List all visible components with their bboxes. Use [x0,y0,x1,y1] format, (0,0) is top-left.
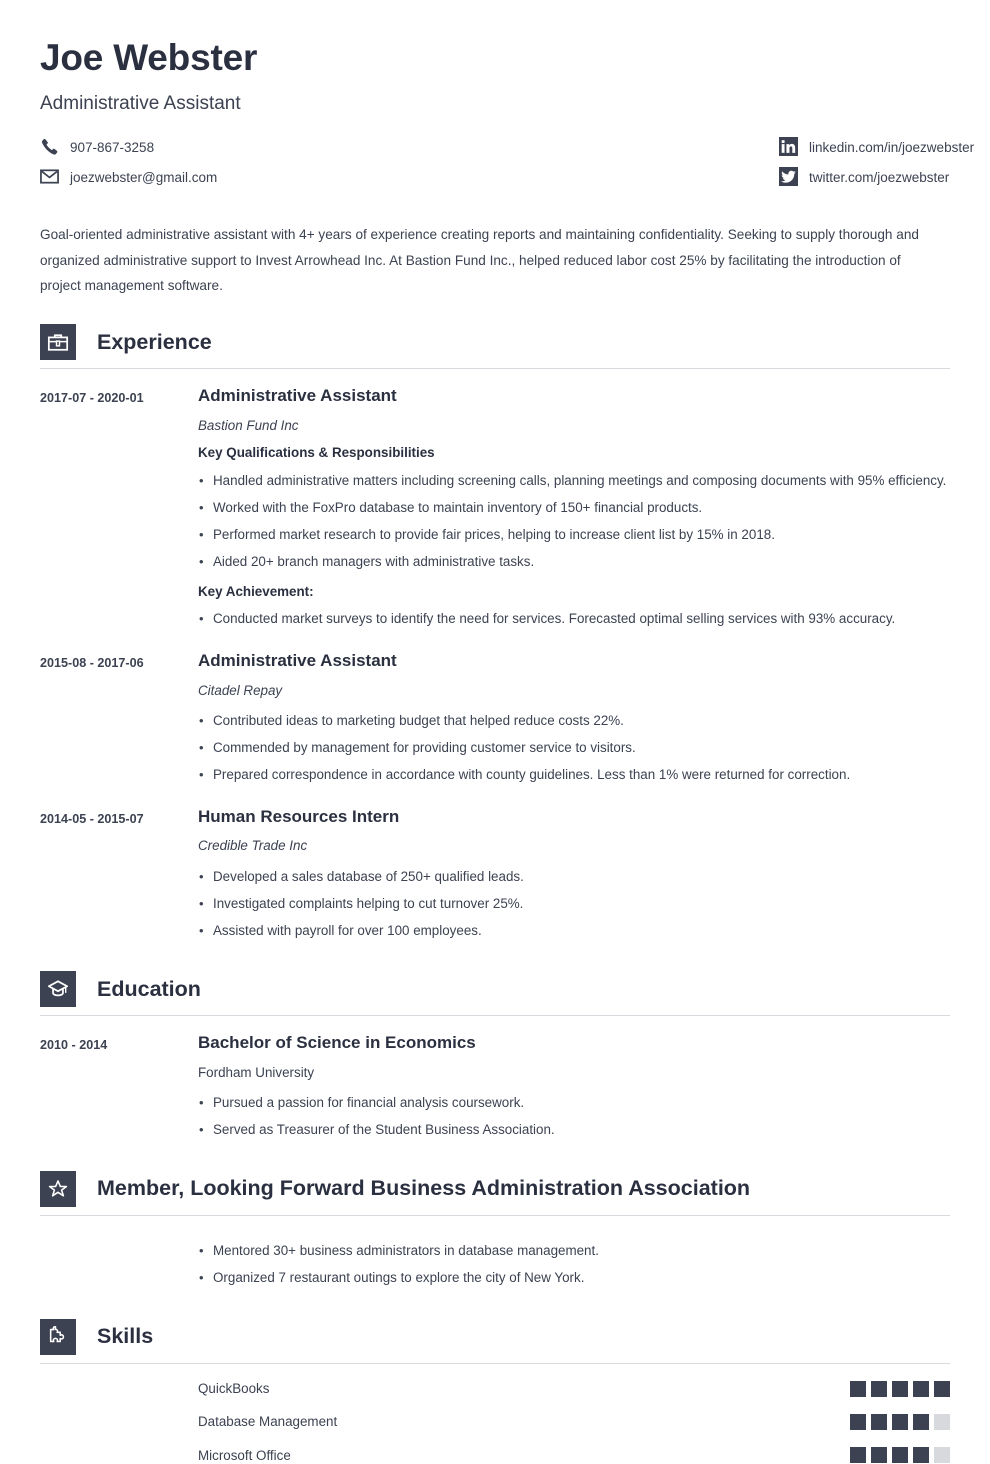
contact-twitter[interactable] [495,167,950,186]
section-header-skills [40,1319,950,1364]
list-item: • Pursued a passion for financial analysis coursework. [198,1091,950,1116]
entry-title: Administrative Assistant [198,386,397,406]
experience-entry [40,651,950,790]
candidate-job-title: Administrative Assistant [40,92,241,114]
section-title-education: Education [97,976,201,1001]
skill-level-microsoft-office [850,1447,950,1463]
list-item: • Assisted with payroll for over 100 employees. [198,919,950,944]
candidate-name: Joe Webster [40,37,258,78]
list-item: • Developed a sales database of 250+ qualified leads. [198,865,950,890]
skill-row [40,1413,950,1430]
linkedin-icon [779,137,798,156]
skill-name: Microsoft Office [198,1447,291,1463]
entry-organization: Citadel Repay [198,682,283,698]
skill-square [913,1381,929,1397]
contact-linkedin-text: linkedin.com/in/joezwebster [809,139,975,155]
phone-icon [40,137,59,156]
star-icon [40,1171,76,1207]
email-icon [40,167,59,186]
skill-square [913,1414,929,1430]
entry-date: 2015-08 - 2017-06 [40,656,144,671]
entry-bullets [198,469,950,575]
entry-bullets [198,865,950,944]
skill-square [850,1381,866,1397]
entry-bullets [198,709,950,788]
skill-square [892,1447,908,1463]
skill-square [850,1447,866,1463]
section-education [40,971,950,1145]
list-item: • Investigated complaints helping to cut turnover 25%. [198,892,950,917]
list-item: • Organized 7 restaurant outings to explore the city of New York. [198,1266,950,1291]
entry-title: Human Resources Intern [198,806,400,826]
section-title-experience: Experience [97,329,212,354]
section-header-experience [40,324,950,369]
skill-level-quickbooks [850,1381,950,1397]
contact-linkedin[interactable] [495,137,975,156]
skill-square [934,1447,950,1463]
section-skills [40,1319,950,1464]
list-item: • Conducted market surveys to identify the need for services. Forecasted optimal selling services with 93% accuracy. [198,607,950,632]
list-item: • Mentored 30+ business administrators in database management. [198,1239,950,1264]
skill-square [850,1414,866,1430]
entry-bullets-achievement [198,607,950,632]
entry-bullets [198,1091,950,1143]
entry-date: 2014-05 - 2015-07 [40,811,144,826]
entry-title: Bachelor of Science in Economics [198,1033,476,1053]
skill-square [871,1414,887,1430]
skill-square [871,1381,887,1397]
skill-level-database-management [850,1414,950,1430]
twitter-icon [779,167,798,186]
education-entry [40,1033,950,1145]
graduation-cap-icon [40,971,76,1007]
entry-organization: Fordham University [198,1064,315,1080]
skill-name: QuickBooks [198,1380,270,1396]
puzzle-icon [40,1319,76,1355]
resume-header [40,37,975,186]
professional-summary: Goal-oriented administrative assistant with 4+ years of experience creating reports and maintaining confidentiality. Seeking to supply thorough and organized administrative support to Invest Arrowhead Inc. At Bastion Fund Inc., helped reduced labor cost 25% by facilitating the introduction of project management software. [40,227,919,294]
entry-sublabel: Key Qualifications & Responsibilities [198,445,435,461]
experience-entry [40,807,950,946]
skill-row [40,1380,950,1397]
contact-phone[interactable] [40,137,495,156]
list-item: • Served as Treasurer of the Student Business Association. [198,1118,950,1143]
entry-bullets [198,1239,950,1291]
contact-info [40,137,975,186]
contact-email[interactable] [40,167,495,186]
entry-sublabel-achievement: Key Achievement: [198,583,314,599]
briefcase-icon [40,324,76,360]
list-item: • Commended by management for providing customer service to visitors. [198,736,950,761]
list-item: • Prepared correspondence in accordance with county guidelines. Less than 1% were returned for correction. [198,763,950,788]
skill-square [892,1414,908,1430]
contact-email-text: joezwebster@gmail.com [70,169,218,185]
experience-entry [40,386,950,634]
section-membership [40,1171,950,1293]
skill-square [934,1381,950,1397]
list-item: • Aided 20+ branch managers with administrative tasks. [198,550,950,575]
section-experience [40,324,950,945]
section-title-skills: Skills [97,1324,154,1349]
skill-square [913,1447,929,1463]
section-header-education [40,971,950,1016]
section-header-membership [40,1171,950,1216]
entry-date: 2010 - 2014 [40,1038,108,1053]
entry-organization: Credible Trade Inc [198,838,308,854]
entry-organization: Bastion Fund Inc [198,417,299,433]
entry-date: 2017-07 - 2020-01 [40,391,144,406]
entry-title: Administrative Assistant [198,651,397,671]
contact-twitter-text: twitter.com/joezwebster [809,169,950,185]
skill-square [871,1447,887,1463]
section-title-membership: Member, Looking Forward Business Administration Association [97,1176,751,1201]
skill-square [934,1414,950,1430]
list-item: • Handled administrative matters including screening calls, planning meetings and composing documents with 95% efficiency. [198,469,950,494]
membership-entry [40,1233,950,1293]
entry-date-empty [40,1233,198,1293]
skill-square [892,1381,908,1397]
list-item: • Worked with the FoxPro database to maintain inventory of 150+ financial products. [198,496,950,521]
list-item: • Performed market research to provide fair prices, helping to increase client list by 15% in 2018. [198,523,950,548]
skill-row [40,1447,950,1464]
list-item: • Contributed ideas to marketing budget that helped reduce costs 22%. [198,709,950,734]
contact-phone-text: 907-867-3258 [70,139,155,155]
skill-name: Database Management [198,1414,338,1430]
